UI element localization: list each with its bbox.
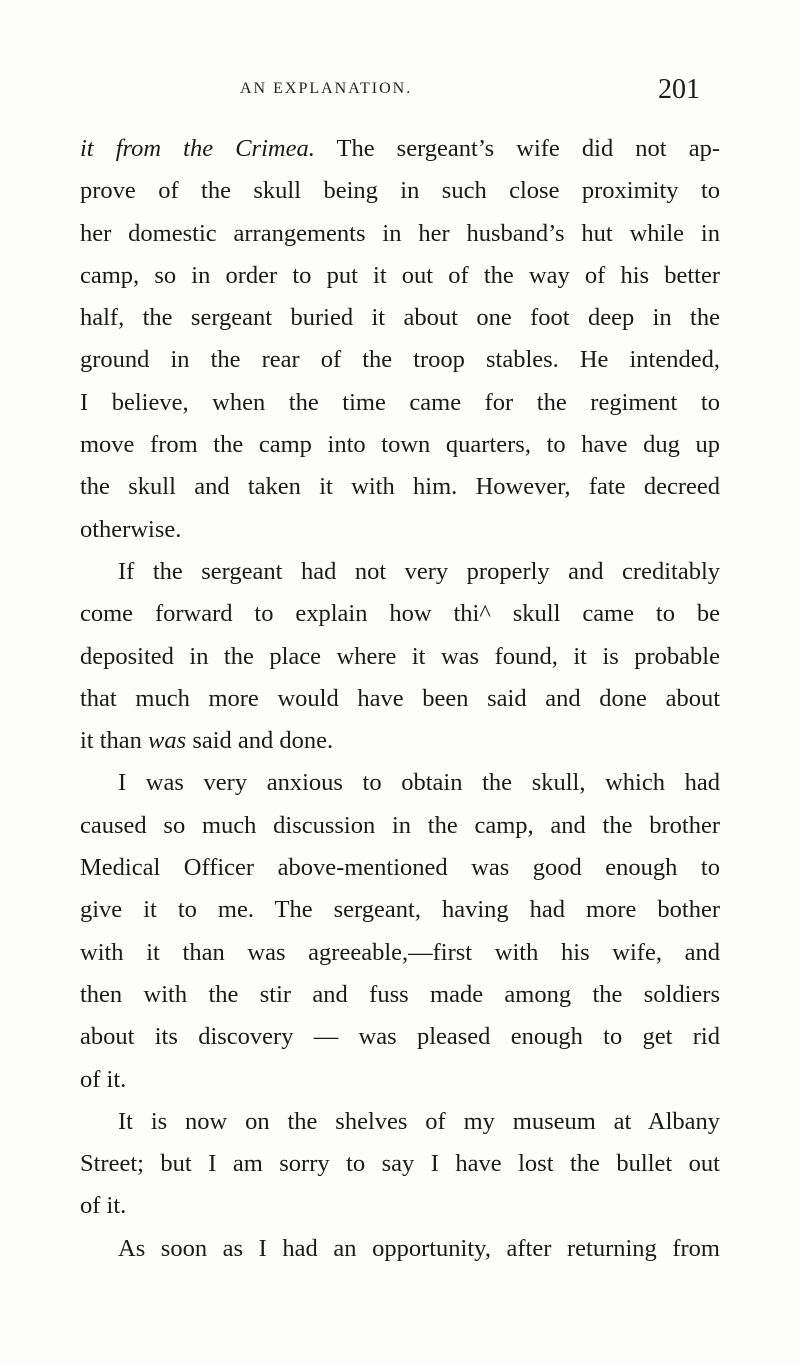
text-line: then with the stir and fuss made among the soldiers — [80, 980, 720, 1008]
body-text — [80, 128, 720, 1270]
text-line: Street; but I am sorry to say I have lost the bullet out — [80, 1150, 720, 1178]
text-line: the skull and taken it with him. However, fate decreed — [80, 473, 720, 501]
text-line: that much more would have been said and done about — [80, 684, 720, 712]
text-line: caused so much discussion in the camp, and the brother — [80, 811, 720, 839]
text-line: ground in the rear of the troop stables. He intended, — [80, 346, 720, 374]
text-span: The sergeant’s wife did not ap- — [314, 135, 720, 162]
text-line: As soon as I had an opportunity, after returning from — [118, 1234, 720, 1262]
text-line — [80, 128, 720, 170]
running-head: AN EXPLANATION. — [240, 80, 413, 97]
text-line: If the sergeant had not very properly and creditably — [118, 557, 720, 585]
page-number: 201 — [658, 74, 700, 105]
text-line: deposited in the place where it was found, it is probable — [80, 642, 720, 670]
text-line: I believe, when the time came for the regiment to — [80, 388, 720, 416]
text-line: half, the sergeant buried it about one foot deep in the — [80, 304, 720, 332]
text-line: about its discovery — was pleased enough to get rid — [80, 1023, 720, 1051]
text-line: move from the camp into town quarters, to have dug up — [80, 431, 720, 459]
text-line: otherwise. — [80, 515, 182, 543]
text-line: give it to me. The sergeant, having had more bother — [80, 896, 720, 924]
text-line: with it than was agreeable,—first with his wife, and — [80, 938, 720, 966]
text-line — [80, 720, 720, 762]
text-line: It is now on the shelves of my museum at Albany — [118, 1107, 720, 1135]
text-span: it than — [80, 727, 149, 755]
italic-word: was — [148, 727, 187, 755]
text-line: her domestic arrangements in her husband’s hut while in — [80, 219, 720, 247]
text-line: come forward to explain how thi^ skull came to be — [80, 600, 720, 628]
text-line: camp, so in order to put it out of the way of his better — [80, 261, 720, 289]
text-span: said and done. — [186, 727, 334, 755]
italic-phrase: it from the Crimea. — [80, 135, 315, 162]
text-line: of it. — [80, 1065, 127, 1093]
text-line: I was very anxious to obtain the skull, which had — [118, 769, 720, 797]
text-line: Medical Officer above-mentioned was good enough to — [80, 854, 720, 882]
text-line: of it. — [80, 1192, 127, 1220]
text-line: prove of the skull being in such close proximity to — [80, 177, 720, 205]
